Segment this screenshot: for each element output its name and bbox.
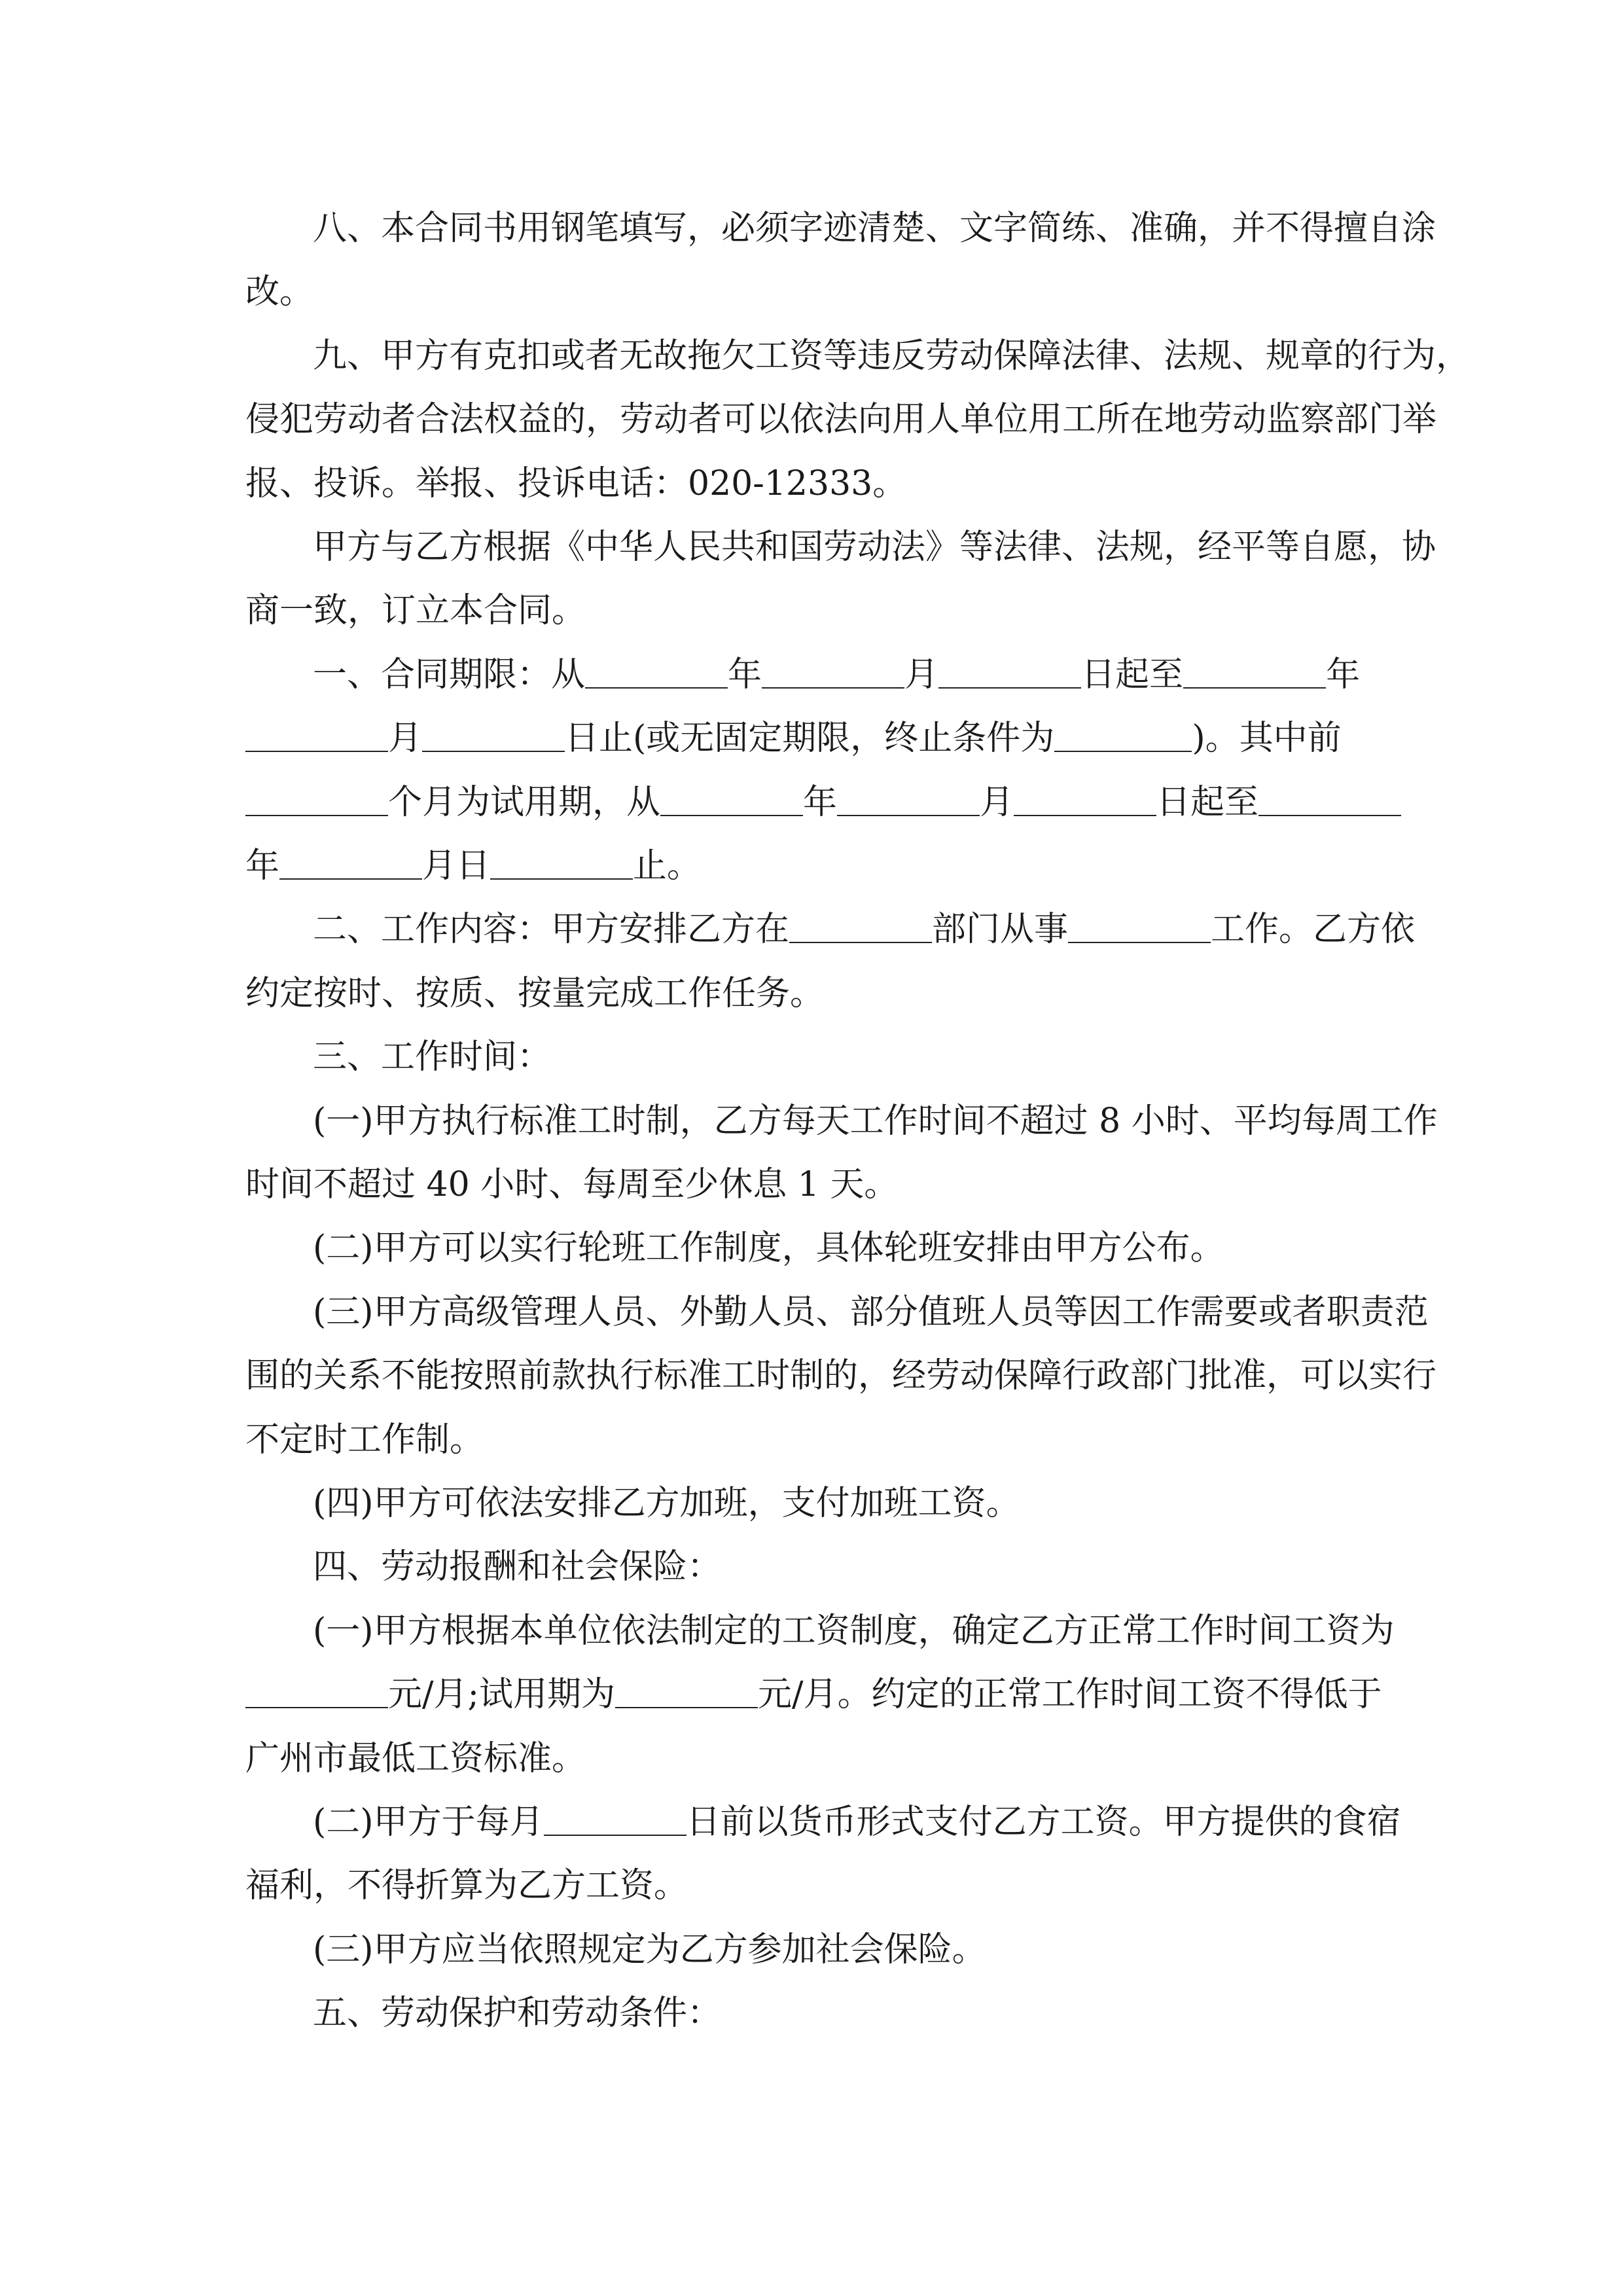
paragraph-line: (四)甲方可依法安排乙方加班，支付加班工资。 [313,1484,1020,1523]
probation-line [245,834,1381,898]
blank-field [279,844,422,880]
blank-field [245,781,388,816]
salary-line [245,1662,1381,1727]
paragraph-line: 九、甲方有克扣或者无故拖欠工资等违反劳动保障法律、法规、规章的行为， [313,336,1471,376]
paragraph-line: 甲方与乙方根据《中华人民共和国劳动法》等法律、法规，经平等自愿，协 [313,528,1436,567]
blank-field [422,717,565,752]
blank-field [490,844,633,880]
paragraph-line: 八、本合同书用钢笔填写，必须字迹清楚、文字简练、准确，并不得擅自涂 [313,209,1436,248]
blank-field [245,1673,388,1708]
paragraph-line: 约定按时、按质、按量完成工作任务。 [245,974,825,1013]
payday-line [313,1790,1401,1854]
text-segment: 年 [803,783,838,822]
blank-field [837,781,980,816]
blank-field [762,653,904,689]
text-segment: 日止(或无固定期限，终止条件为 [565,719,1055,758]
probation-line [245,770,1381,834]
blank-field [245,717,388,752]
text-segment: 年 [728,655,762,694]
blank-field [789,908,932,943]
paragraph-line: 报、投诉。举报、投诉电话：020-12333。 [245,464,907,503]
blank-field [1183,653,1326,689]
contract-term-line [245,706,1381,770]
blank-field [615,1673,758,1708]
contract-term-line [313,643,1381,707]
blank-field [660,781,803,816]
text-segment: 二、工作内容：甲方安排乙方在 [313,910,790,949]
text-segment: 止。 [633,846,702,886]
text-segment: 个月为试用期，从 [388,783,661,822]
text-segment: 月 [980,783,1014,822]
blank-field [1054,717,1192,752]
paragraph-line: 改。 [245,272,314,312]
text-segment: 元/月;试用期为 [388,1675,616,1714]
blank-field [1258,781,1401,816]
text-segment: 日起至 [1156,783,1259,822]
section-heading: 五、劳动保护和劳动条件： [313,1994,722,2033]
text-segment: 年 [1326,655,1361,694]
paragraph-line: (二)甲方可以实行轮班工作制度，具体轮班安排由甲方公布。 [313,1229,1224,1268]
text-segment: 年 [245,846,280,886]
text-segment: 月日 [422,846,491,886]
blank-field [585,653,728,689]
paragraph-line: (三)甲方高级管理人员、外勤人员、部分值班人员等因工作需要或者职责范 [313,1293,1429,1332]
blank-field [1014,781,1156,816]
text-segment: 部门从事 [932,910,1069,949]
text-segment: 日起至 [1081,655,1184,694]
paragraph-line: 围的关系不能按照前款执行标准工时制的，经劳动保障行政部门批准，可以实行 [245,1356,1437,1395]
blank-field [1068,908,1211,943]
text-segment: (二)甲方于每月 [313,1803,544,1842]
blank-field [938,653,1081,689]
text-segment: 一、合同期限：从 [313,655,586,694]
paragraph-line: 不定时工作制。 [245,1420,484,1460]
paragraph-line: 时间不超过 40 小时、每周至少休息 1 天。 [245,1165,899,1204]
section-heading: 三、工作时间： [313,1037,552,1077]
text-segment: 月 [388,719,423,758]
text-segment: 元/月。约定的正常工作时间工资不得低于 [758,1675,1382,1714]
blank-field [544,1801,687,1836]
paragraph-line: 侵犯劳动者合法权益的，劳动者可以依法向用人单位用工所在地劳动监察部门举 [245,400,1437,439]
paragraph-line: 商一致，订立本合同。 [245,591,586,630]
paragraph-line: 广州市最低工资标准。 [245,1739,586,1778]
text-segment: 月 [904,655,939,694]
paragraph-line: (三)甲方应当依照规定为乙方参加社会保险。 [313,1930,986,1969]
section-heading: 四、劳动报酬和社会保险： [313,1547,722,1587]
paragraph-line: (一)甲方根据本单位依法制定的工资制度，确定乙方正常工作时间工资为 [313,1611,1395,1651]
text-segment: 日前以货币形式支付乙方工资。甲方提供的食宿 [686,1803,1401,1842]
text-segment: 工作。乙方依 [1211,910,1416,949]
paragraph-line: 福利，不得折算为乙方工资。 [245,1866,688,1905]
paragraph-line: (一)甲方执行标准工时制，乙方每天工作时间不超过 8 小时、平均每周工作 [313,1102,1438,1141]
job-content-line [313,897,1416,961]
text-segment: )。其中前 [1192,719,1342,758]
